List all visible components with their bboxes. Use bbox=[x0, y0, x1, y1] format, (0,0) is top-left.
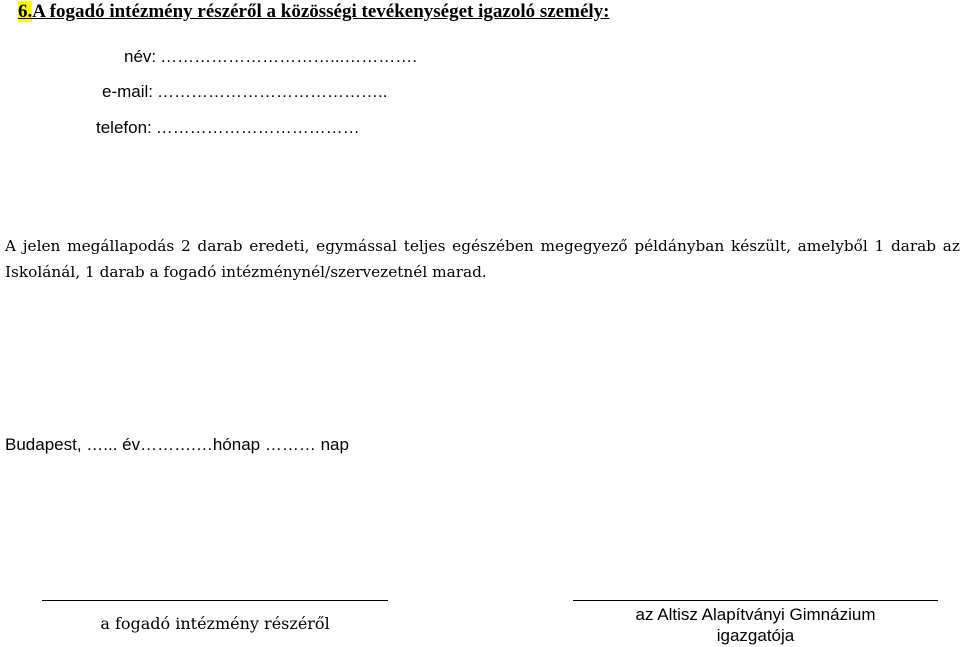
left-signature-line bbox=[42, 600, 388, 601]
phone-label: telefon: bbox=[96, 118, 152, 137]
name-field bbox=[124, 46, 417, 68]
section-title: A fogadó intézmény részéről a közösségi tevékenységet igazoló személy: bbox=[32, 1, 610, 22]
phone-field bbox=[96, 117, 360, 139]
date-line: Budapest, …... év……….…hónap ……… nap bbox=[5, 435, 349, 454]
section-heading bbox=[18, 0, 610, 24]
right-signature-block bbox=[573, 604, 938, 646]
email-label: e-mail: bbox=[102, 82, 154, 101]
section-number: 6. bbox=[18, 1, 33, 22]
email-field bbox=[102, 81, 387, 103]
name-dots: …………………………...…………. bbox=[160, 47, 418, 66]
left-signature-label: a fogadó intézmény részéről bbox=[100, 614, 330, 633]
phone-dots: ……………………………… bbox=[155, 118, 360, 137]
right-signature-label-line1: az Altisz Alapítványi Gimnázium bbox=[635, 605, 876, 624]
name-label: név: bbox=[124, 47, 157, 66]
agreement-paragraph: A jelen megállapodás 2 darab eredeti, egymással teljes egészében megegyező példányban készült, amelyből 1 darab az Iskolánál, 1 darab a fogadó intézménynél/szervezetnél marad. bbox=[5, 237, 960, 281]
email-dots: ………………………………….. bbox=[157, 82, 388, 101]
right-signature-label-line2: igazgatója bbox=[716, 626, 795, 645]
right-signature-line bbox=[573, 600, 938, 601]
